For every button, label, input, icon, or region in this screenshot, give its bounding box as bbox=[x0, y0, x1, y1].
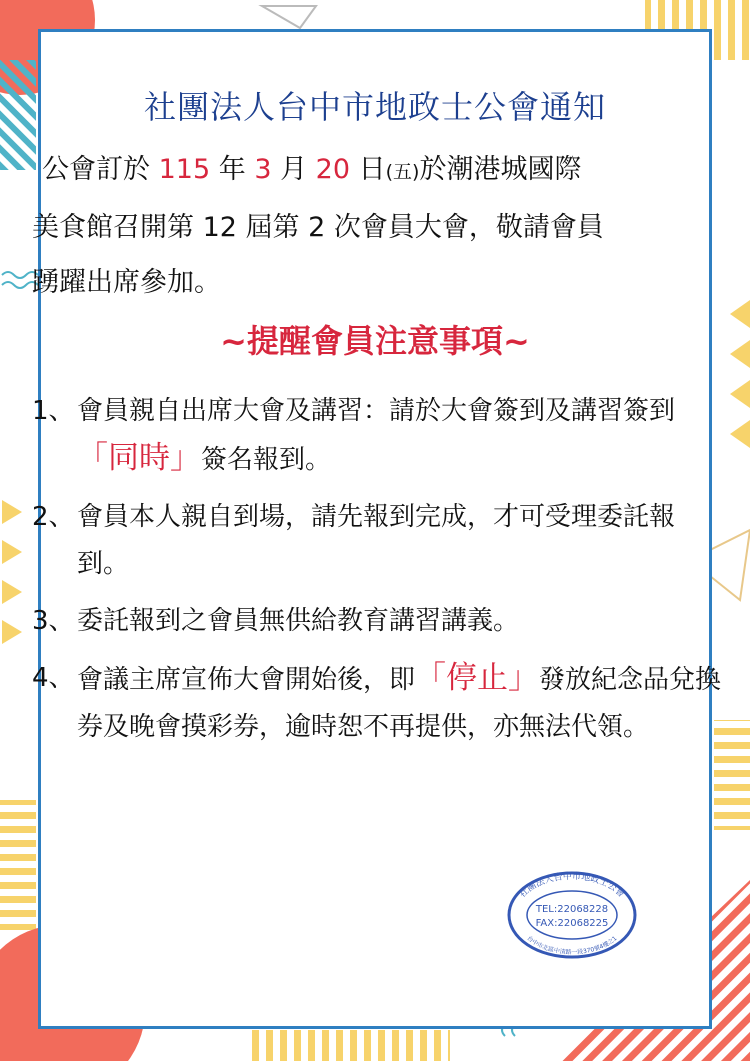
item-number: 3、 bbox=[32, 606, 75, 636]
item-number: 4、 bbox=[32, 663, 75, 693]
meeting-day: 20 bbox=[315, 154, 351, 185]
list-item bbox=[32, 388, 726, 484]
highlight-stop: 「停止」 bbox=[415, 660, 540, 696]
list-item bbox=[32, 494, 726, 588]
seal-fax: FAX:22068225 bbox=[535, 918, 609, 929]
reminder-subtitle: ~提醒會員注意事項~ bbox=[220, 322, 530, 360]
item-text: 會員親自出席大會及講習：請於大會簽到及講習簽到「同時」簽名報到。 bbox=[77, 396, 676, 476]
deco-yellow-stripes-bottom bbox=[250, 1030, 450, 1061]
list-item bbox=[32, 655, 726, 751]
intro-line-1: 公會訂於 115 年 3 月 20 日(五)於潮港城國際 bbox=[42, 154, 582, 185]
svg-text:台中市北區中清路一段370號4樓之1 bbox=[525, 934, 618, 956]
intro-line-2: 美食館召開第 12 屆第 2 次會員大會，敬請會員 bbox=[32, 212, 604, 243]
deco-yellow-stripes-bottom-left bbox=[0, 800, 36, 930]
list-item bbox=[32, 598, 726, 645]
item-number: 2、 bbox=[32, 502, 75, 532]
highlight-same-time: 「同時」 bbox=[77, 440, 201, 476]
intro-line-3: 踴躍出席參加。 bbox=[32, 267, 221, 298]
deco-yellow-triangles-left bbox=[2, 500, 22, 644]
reminder-list bbox=[32, 388, 726, 761]
notice-title: 社團法人台中市地政士公會通知 bbox=[143, 88, 606, 126]
intro-paragraph bbox=[32, 142, 720, 310]
item-text: 委託報到之會員無供給教育講習講義。 bbox=[77, 606, 520, 636]
item-text: 會員本人親自到場，請先報到完成，才可受理委託報到。 bbox=[77, 502, 676, 579]
association-seal bbox=[506, 870, 638, 960]
deco-triangle-top bbox=[262, 6, 316, 28]
item-text: 會議主席宣佈大會開始後，即「停止」發放紀念品兌換券及晚會摸彩券，逾時恕不再提供，亦無法代領。 bbox=[77, 660, 722, 742]
seal-org-text: 社團法人台中市地政士公會 bbox=[517, 871, 627, 900]
seal-tel: TEL:22068228 bbox=[535, 904, 609, 915]
meeting-year: 115 bbox=[158, 154, 211, 185]
meeting-weekday: (五) bbox=[385, 161, 420, 183]
seal-address-text: 台中市北區中清路一段370號4樓之1 bbox=[525, 934, 619, 957]
item-number: 1、 bbox=[32, 396, 75, 426]
meeting-month: 3 bbox=[254, 154, 272, 185]
